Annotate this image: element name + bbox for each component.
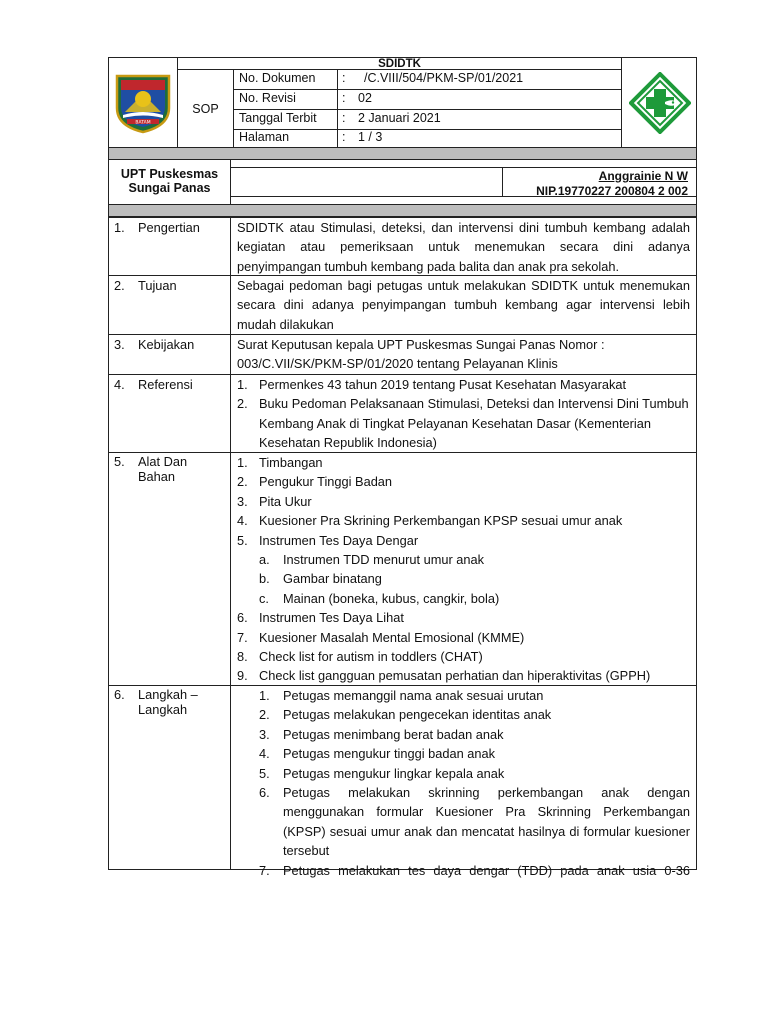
list-item: [237, 375, 690, 394]
org-line1: UPT Puskesmas: [120, 167, 219, 181]
section-title-line1: Alat Dan: [138, 454, 188, 469]
section-number: 1.: [114, 220, 125, 235]
list-number: b.: [259, 571, 270, 587]
list-number: 1.: [259, 688, 270, 703]
info-sep: :: [342, 71, 346, 85]
list-number: 3.: [237, 493, 248, 509]
info-key: No. Dokumen: [239, 71, 316, 85]
info-value: 1 / 3: [358, 130, 383, 144]
section-label: [109, 218, 231, 276]
sop-document: [108, 57, 697, 878]
list-number: 6.: [259, 785, 270, 801]
section-label: [109, 375, 231, 453]
list-text: Kuesioner Masalah Mental Emosional (KMME): [259, 629, 525, 645]
list-text: Check list for autism in toddlers (CHAT): [259, 649, 483, 665]
section-title-line2: Bahan: [138, 469, 176, 484]
info-sep: :: [342, 130, 346, 144]
signatory: [503, 167, 697, 197]
section-content: [231, 453, 697, 686]
list-text: Kuesioner Pra Skrining Perkembangan KPSP sesuai umur anak: [259, 513, 623, 529]
section-text: Sebagai pedoman bagi petugas untuk melakukan SDIDTK untuk menemukan secara dini adanya penyimpangan tumbuh kembang agar intervensi lebih mudah dilakukan: [237, 278, 690, 332]
info-row-revisi: [234, 90, 621, 110]
section-text: Surat Keputusan kepala UPT Puskesmas Sungai Panas Nomor : 003/C.VII/SK/PKM-SP/01/2020 tentang Pelayanan Klinis: [237, 337, 605, 372]
left-logo-cell: [109, 58, 178, 148]
list-text: Petugas melakukan pengecekan identitas anak: [283, 707, 552, 723]
list-item: [237, 686, 690, 705]
list-item: [237, 531, 690, 550]
section-pengertian: [109, 218, 697, 276]
list-item: [237, 647, 690, 666]
sub-list-item: [237, 550, 690, 569]
grey-band: [108, 204, 697, 217]
list-number: 1.: [237, 377, 248, 392]
section-referensi: [109, 375, 697, 453]
list-text: Buku Pedoman Pelaksanaan Stimulasi, Deteksi dan Intervensi Dini Tumbuh Kembang Anak di Tingkat Pelayanan Kesehatan Dasar (Kementerian Kesehatan Republik Indonesia): [259, 396, 689, 451]
list-text: Petugas menimbang berat badan anak: [283, 726, 504, 742]
sub-list-item: [237, 569, 690, 588]
signatory-name: Anggrainie N W: [598, 169, 688, 183]
list-number: 2.: [259, 707, 270, 723]
section-label: [109, 335, 231, 375]
list-number: 2.: [237, 396, 248, 412]
info-key: Halaman: [239, 130, 290, 144]
list-item: [237, 861, 690, 880]
info-row-halaman: [234, 130, 621, 148]
info-value: /C.VIII/504/PKM-SP/01/2021: [364, 71, 524, 85]
document-info: [234, 70, 621, 148]
sub-list-item: [237, 589, 690, 608]
info-sep: :: [342, 91, 346, 105]
section-title: [138, 454, 187, 484]
section-title-line2: Langkah: [138, 702, 188, 717]
list-text: Mainan (boneka, kubus, cangkir, bola): [283, 590, 500, 606]
list-item: [237, 511, 690, 530]
document-title: SDIDTK: [178, 58, 621, 70]
list-number: 3.: [259, 726, 270, 742]
info-row-dokumen: [234, 70, 621, 90]
list-number: 9.: [237, 668, 248, 684]
list-text: Permenkes 43 tahun 2019 tentang Pusat Kesehatan Masyarakat: [259, 377, 627, 392]
signature-row: [108, 160, 697, 204]
signature-space: [231, 167, 503, 197]
list-text: Pengukur Tinggi Badan: [259, 474, 393, 490]
list-item: [237, 764, 690, 783]
section-content: [231, 276, 697, 335]
section-title: Pengertian: [138, 220, 200, 235]
steps-list: [237, 686, 690, 878]
list-number: 5.: [237, 532, 248, 548]
section-number: 4.: [114, 377, 125, 392]
list-text: Petugas memanggil nama anak sesuai urutan: [283, 688, 544, 703]
list-item: [237, 725, 690, 744]
info-row-tanggal: [234, 110, 621, 130]
list-number: 8.: [237, 649, 248, 665]
list-item: [237, 472, 690, 491]
section-langkah: [109, 686, 697, 870]
organization-name: [109, 160, 231, 204]
list-text: Gambar binatang: [283, 571, 382, 587]
list-number: 7.: [259, 862, 270, 878]
list-text: Timbangan: [259, 455, 323, 470]
list-text: Petugas melakukan skrinning perkembangan anak dengan menggunakan formular Kuesioner Pra Skrinning Perkembangan (KPSP) sesuai umur anak dan mencatat hasilnya di formular kuesioner tersebut: [283, 785, 690, 859]
list-number: 2.: [237, 474, 248, 490]
info-sep: :: [342, 111, 346, 125]
list-number: 6.: [237, 610, 248, 626]
section-content: [231, 335, 697, 375]
list-item: [237, 492, 690, 511]
list-text: Pita Ukur: [259, 493, 312, 509]
section-label: [109, 276, 231, 335]
list-item: [237, 608, 690, 627]
list-number: 7.: [237, 629, 248, 645]
sop-cell: [178, 70, 234, 148]
section-number: 2.: [114, 278, 125, 293]
list-text: Instrumen Tes Daya Dengar: [259, 532, 419, 548]
info-value: 2 Januari 2021: [358, 111, 441, 125]
right-logo-cell: [621, 58, 698, 148]
org-line2: Sungai Panas: [128, 181, 211, 195]
list-number: 5.: [259, 765, 270, 781]
section-tujuan: [109, 276, 697, 335]
list-item: [237, 744, 690, 763]
info-key: Tanggal Terbit: [239, 111, 317, 125]
grey-band: [108, 147, 697, 160]
section-title: Kebijakan: [138, 337, 195, 352]
list-text: Check list gangguan pemusatan perhatian dan hiperaktivitas (GPPH): [259, 668, 651, 684]
list-item: [237, 628, 690, 647]
sop-content-table: [108, 217, 697, 878]
section-number: 6.: [114, 687, 125, 702]
list-text: Instrumen TDD menurut umur anak: [283, 552, 485, 568]
list-text: Instrumen Tes Daya Lihat: [259, 610, 404, 626]
list-text: Petugas mengukur lingkar kepala anak: [283, 765, 505, 781]
list-item: [237, 783, 690, 861]
section-title: [138, 687, 198, 717]
list-item: [237, 453, 690, 472]
equipment-list: [237, 453, 690, 685]
section-label: [109, 686, 231, 870]
section-kebijakan: [109, 335, 697, 375]
list-number: 4.: [259, 746, 270, 762]
signatory-nip: NIP.19770227 200804 2 002: [536, 184, 688, 198]
section-alat-bahan: [109, 453, 697, 686]
section-number: 5.: [114, 454, 125, 469]
list-number: 1.: [237, 455, 248, 470]
section-content: [231, 686, 697, 878]
list-item: [237, 666, 690, 685]
section-text: SDIDTK atau Stimulasi, deteksi, dan intervensi dini tumbuh kembang adalah kegiatan atau pemeriksaan untuk menemukan secara dini adanya penyimpangan tumbuh kembang pada balita dan anak pra sekolah.: [237, 220, 690, 274]
section-title: Referensi: [138, 377, 193, 392]
list-item: [237, 394, 690, 452]
regional-emblem-logo: [113, 72, 173, 134]
emblem-lettering: BATAM: [135, 120, 151, 126]
section-content: [231, 218, 697, 276]
list-number: a.: [259, 552, 270, 568]
section-content: [231, 375, 697, 453]
section-title: Tujuan: [138, 278, 177, 293]
list-number: 4.: [237, 513, 248, 529]
section-label: [109, 453, 231, 686]
list-text: Petugas mengukur tinggi badan anak: [283, 746, 496, 762]
puskesmas-logo: [629, 72, 691, 134]
info-key: No. Revisi: [239, 91, 296, 105]
info-value: 02: [358, 91, 372, 105]
document-header: [108, 57, 697, 147]
reference-list: [237, 375, 690, 452]
list-number: c.: [259, 590, 269, 606]
section-number: 3.: [114, 337, 125, 352]
sop-label: SOP: [192, 102, 219, 116]
section-title-line1: Langkah –: [138, 687, 198, 702]
list-item: [237, 705, 690, 724]
list-text: Petugas melakukan tes daya dengar (TDD) pada anak usia 0-36: [283, 862, 690, 878]
